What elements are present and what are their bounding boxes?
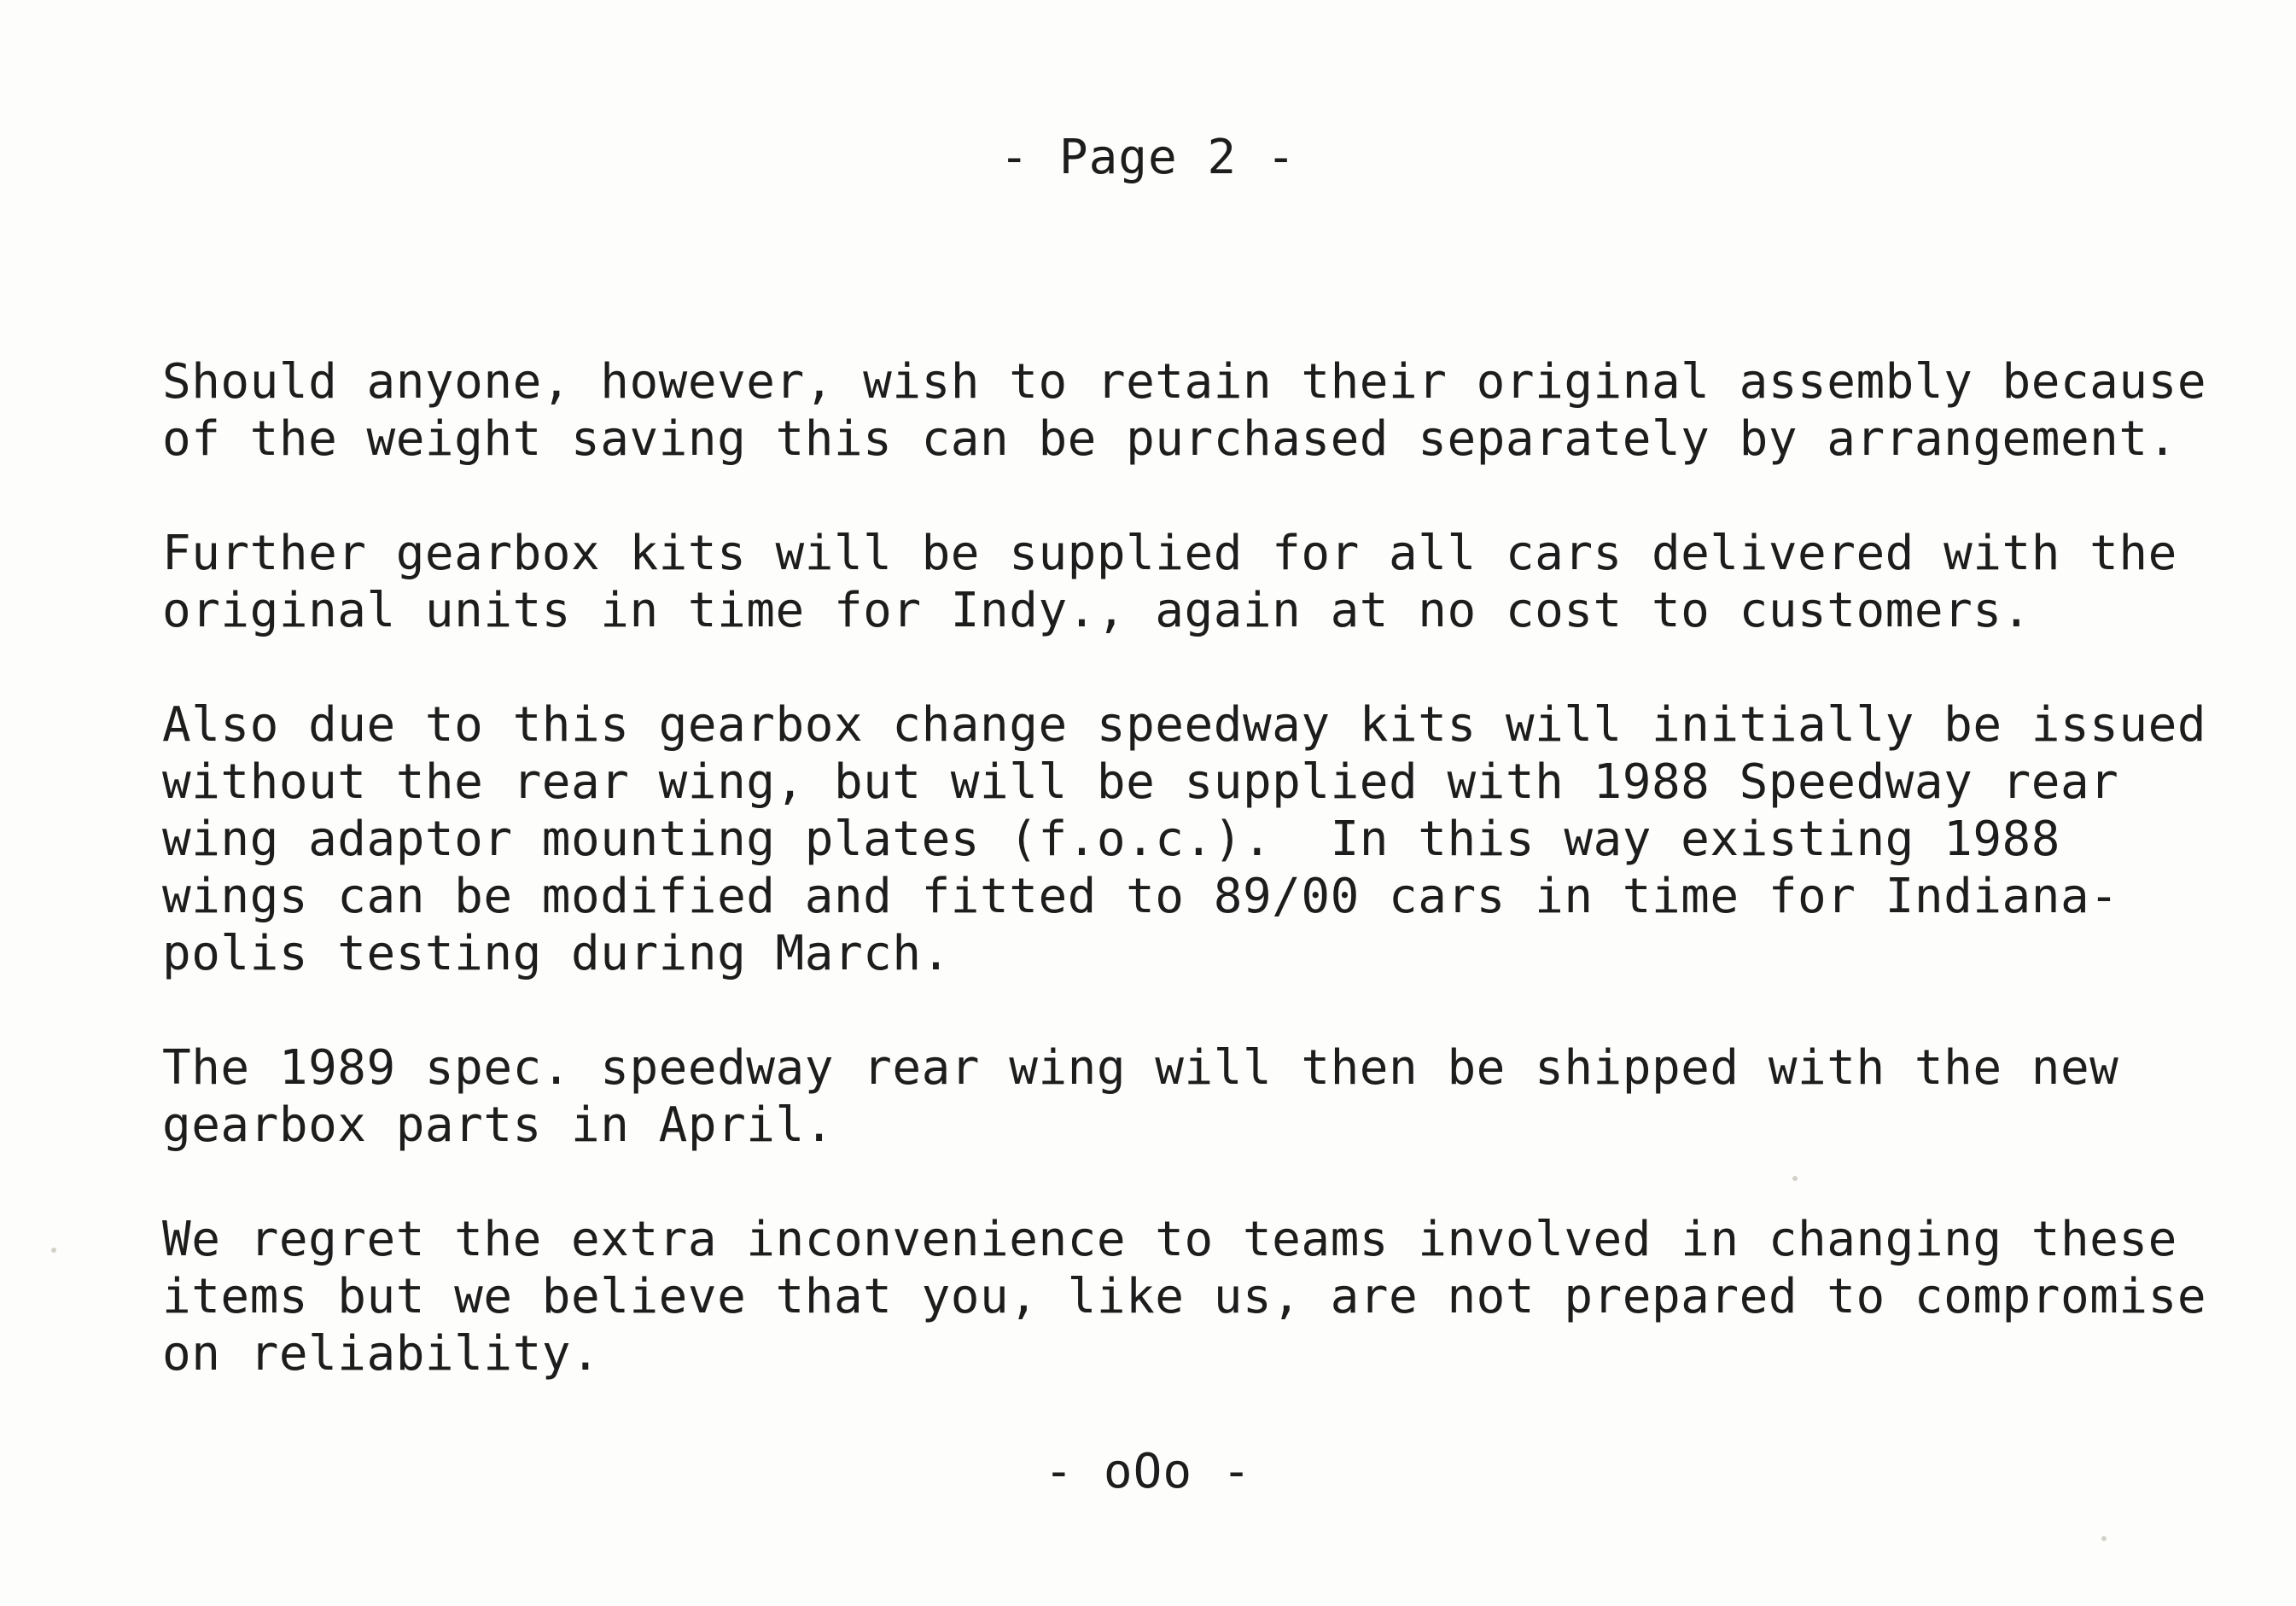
paper-speck bbox=[1792, 1176, 1798, 1181]
paragraph-5 bbox=[162, 1211, 2207, 1382]
page-number: - Page 2 - bbox=[999, 130, 1297, 185]
paragraph-4 bbox=[162, 1039, 2194, 1154]
text-line: We regret the extra inconvenience to teams involved in changing these bbox=[162, 1212, 2177, 1267]
text-line: Also due to this gearbox change speedway kits will initially be issued bbox=[162, 697, 2207, 753]
text-line: Further gearbox kits will be supplied for all cars delivered with the bbox=[162, 526, 2177, 581]
paper-speck bbox=[51, 1248, 56, 1253]
text-line: of the weight saving this can be purchased separately by arrangement. bbox=[162, 411, 2177, 467]
paragraph-1 bbox=[162, 353, 2207, 468]
text-line: without the rear wing, but will be supplied with 1988 Speedway rear bbox=[162, 754, 2119, 810]
text-line: wing adaptor mounting plates (f.o.c.). In this way existing 1988 bbox=[162, 812, 2060, 867]
text-line: gearbox parts in April. bbox=[162, 1097, 834, 1153]
text-line: Should anyone, however, wish to retain their original assembly because bbox=[162, 354, 2207, 410]
text-line: on reliability. bbox=[162, 1326, 601, 1382]
text-line: wings can be modified and fitted to 89/00 cars in time for Indiana- bbox=[162, 869, 2119, 924]
end-mark: - oOo - bbox=[1044, 1444, 1252, 1499]
text-line: original units in time for Indy., again at no cost to customers. bbox=[162, 583, 2031, 638]
paragraph-3 bbox=[162, 696, 2207, 982]
text-line: polis testing during March. bbox=[162, 926, 951, 981]
text-line: items but we believe that you, like us, are not prepared to compromise bbox=[162, 1269, 2207, 1324]
paragraph-2 bbox=[162, 525, 2194, 639]
paper-speck bbox=[2101, 1536, 2107, 1541]
letter-body bbox=[162, 353, 2207, 1440]
text-line: The 1989 spec. speedway rear wing will then be shipped with the new bbox=[162, 1040, 2119, 1096]
